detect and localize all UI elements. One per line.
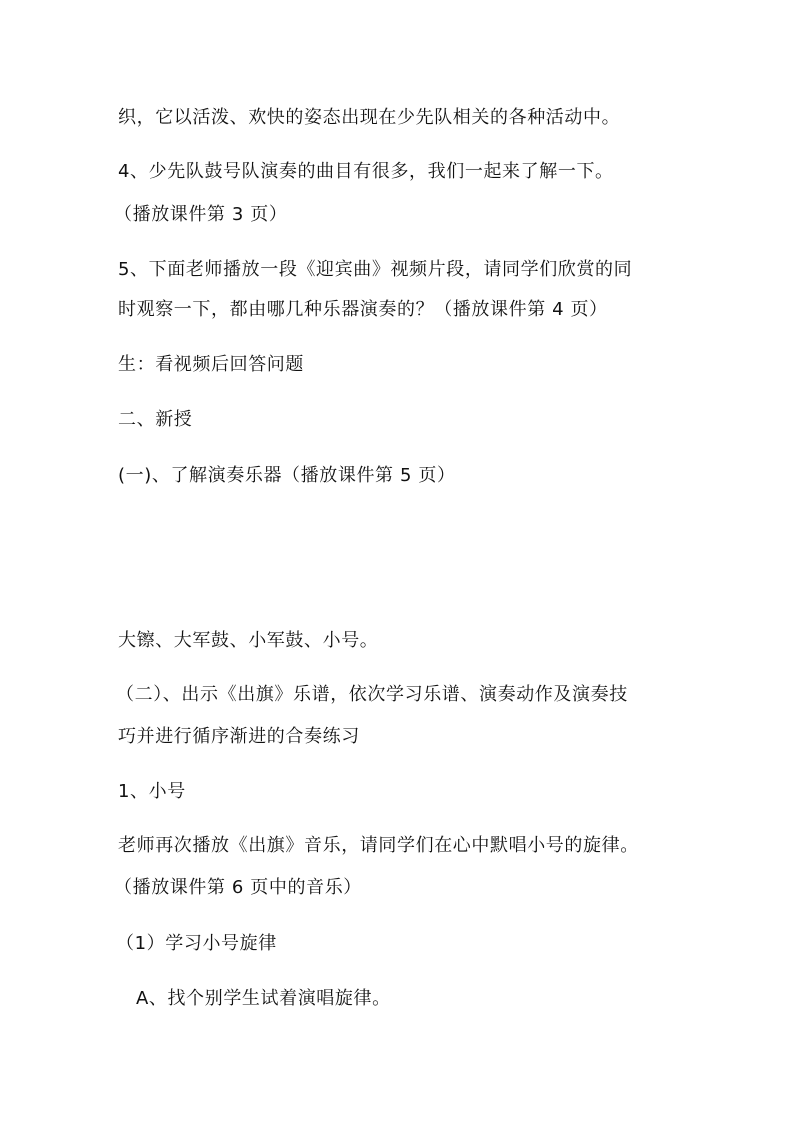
subsection-heading: (一)、了解演奏乐器（播放课件第 5 页） — [118, 465, 456, 486]
paragraph-line: 1、小号 — [118, 781, 186, 802]
paragraph-line: 织，它以活泼、欢快的姿态出现在少先队相关的各种活动中。 — [118, 107, 621, 128]
section-heading: 二、新授 — [118, 409, 193, 430]
paragraph-line: （播放课件第 6 页中的音乐） — [114, 877, 362, 898]
paragraph-line: 时观察一下，都由哪几种乐器演奏的？（播放课件第 4 页） — [118, 299, 608, 320]
paragraph-line: A、找个别学生试着演唱旋律。 — [136, 988, 391, 1009]
paragraph-line: 5、下面老师播放一段《迎宾曲》视频片段，请同学们欣赏的同 — [118, 259, 633, 280]
paragraph-line: 4、少先队鼓号队演奏的曲目有很多，我们一起来了解一下。 — [118, 161, 614, 182]
paragraph-line: （1）学习小号旋律 — [116, 933, 277, 954]
paragraph-line: 大镲、大军鼓、小军鼓、小号。 — [118, 630, 379, 651]
paragraph-line: 巧并进行循序渐进的合奏练习 — [118, 726, 360, 747]
paragraph-line: （播放课件第 3 页） — [114, 204, 288, 225]
paragraph-line: 生：看视频后回答问题 — [118, 354, 304, 375]
paragraph-line: 老师再次播放《出旗》音乐，请同学们在心中默唱小号的旋律。 — [118, 835, 639, 856]
subsection-heading: （二）、出示《出旗》乐谱，依次学习乐谱、演奏动作及演奏技 — [116, 684, 628, 705]
